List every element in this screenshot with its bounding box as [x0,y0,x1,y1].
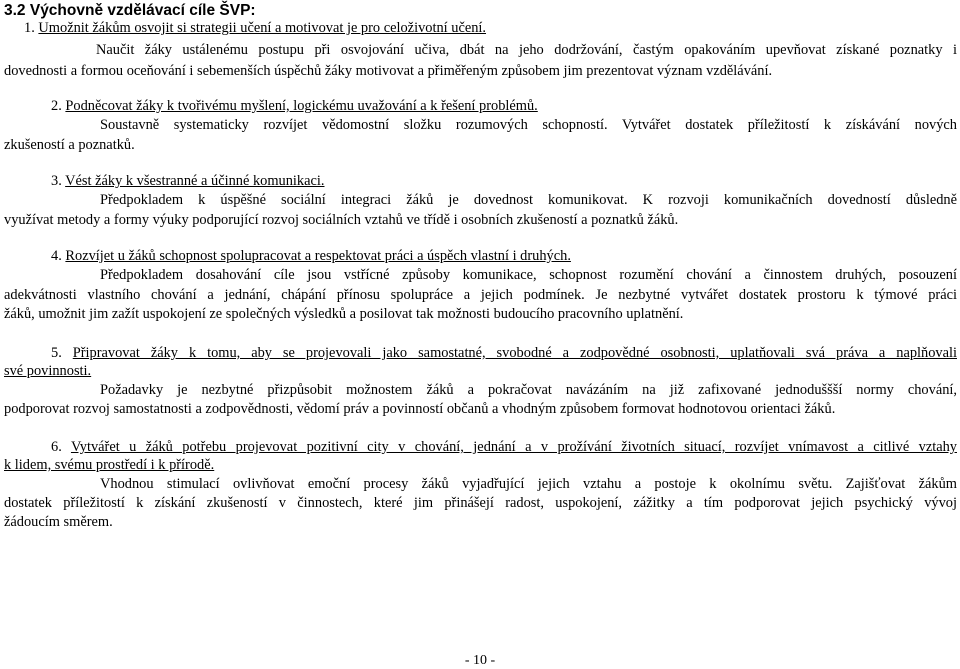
goal-1-title [24,19,486,37]
goal-title: Připravovat žáky k tomu, aby se projevovali jako samostatné, svobodné a zodpovědné osobnosti, uplatňovali svá práva a naplňovali [72,345,957,361]
goal-4-text-line: žáků, umožnit jim zažít uspokojení ze společných výsledků a posilovat tak možnosti budoucího pracovního uplatnění. [4,306,684,322]
goal-4-text-line: Předpokladem dosahování cíle jsou vstřícné způsoby komunikace, schopnost rozumění chování a činnostem druhých, posouzení [100,267,957,283]
goal-number: 5. [51,345,62,361]
goal-5-text-line: podporovat rozvoj samostatnosti a zodpovědnosti, vědomí práv a povinností občanů a vhodným způsobem formovat hodnotovou orientaci žáků. [4,401,836,417]
goal-6-text-line: dostatek příležitostí k získání zkušeností v činnostech, které jim přinášejí radost, uspokojení, zážitky a tím podporovat jejich psychický vývoj [4,495,957,511]
goal-number: 1. [24,20,35,36]
goal-2-text-line: zkušeností a poznatků. [4,137,135,153]
goal-title: Vytvářet u žáků potřebu projevovat pozitivní city v chování, jednání a v prožívání životních situací, rozvíjet vnímavost a citlivé vztahy [70,439,957,455]
goal-3-text-line: využívat metody a formy výuky podporující rozvoj sociálních vztahů ve třídě i osobních zkušeností a poznatků žáků. [4,212,679,228]
goal-title: Vést žáky k všestranné a účinné komunikaci. [65,173,325,189]
goal-2-text-line: Soustavně systematicky rozvíjet vědomostní složku rozumových schopností. Vytvářet dostatek příležitostí k získávání nových [100,117,957,133]
goal-6-title-cont: k lidem, svému prostředí i k přírodě. [4,457,215,473]
goal-4-text-line: adekvátnosti vlastního chování a jednání, chápání přínosu spolupráce a jejich podmínek. Je nezbytné vytvářet dostatek prostoru k týmové práci [4,287,957,303]
goal-6-title [51,438,957,456]
goal-number: 6. [51,439,62,455]
goal-5-text-line: Požadavky je nezbytné přizpůsobit možnostem žáků a pokračovat navázáním na již zafixované jednoduššší normy chování, [100,382,957,398]
goal-title: Umožnit žákům osvojit si strategii učení a motivovat je pro celoživotní učení. [38,20,487,36]
page-number: - 10 - [464,653,496,668]
goal-1-text-line: Naučit žáky ustálenému postupu při osvojování učiva, dbát na jeho dodržování, častým opakováním upevňovat získané poznatky i [96,42,957,58]
goal-1-text-line: dovednosti a formou oceňování i sebemenších úspěchů žáky motivovat a přiměřeným způsobem jim prezentovat význam vzdělávání. [4,63,773,79]
goal-number: 4. [51,248,62,264]
goal-title: Podněcovat žáky k tvořivému myšlení, logickému uvažování a k řešení problémů. [65,98,538,114]
goal-6-text-line: Vhodnou stimulací ovlivňovat emoční procesy žáků vyjadřující jejich vztahu a postoje k okolnímu světu. Zajišťovat žákům [100,476,957,492]
goal-number: 3. [51,173,62,189]
goal-5-title [51,344,957,362]
goal-3-text-line: Předpokladem k úspěšné sociální integraci žáků je dovednost komunikovat. K rozvoji komunikačních dovedností důsledně [100,192,957,208]
goal-title: Rozvíjet u žáků schopnost spolupracovat a respektovat práci a úspěch vlastní i druhých. [65,248,571,264]
goal-2-title [51,97,538,115]
goal-3-title [51,172,325,190]
section-heading: 3.2 Výchovně vzdělávací cíle ŠVP: [4,2,256,19]
goal-4-title [51,247,571,265]
goal-5-title-cont: své povinnosti. [4,363,92,379]
goal-6-text-line: žádoucím směrem. [4,514,113,530]
goal-number: 2. [51,98,62,114]
